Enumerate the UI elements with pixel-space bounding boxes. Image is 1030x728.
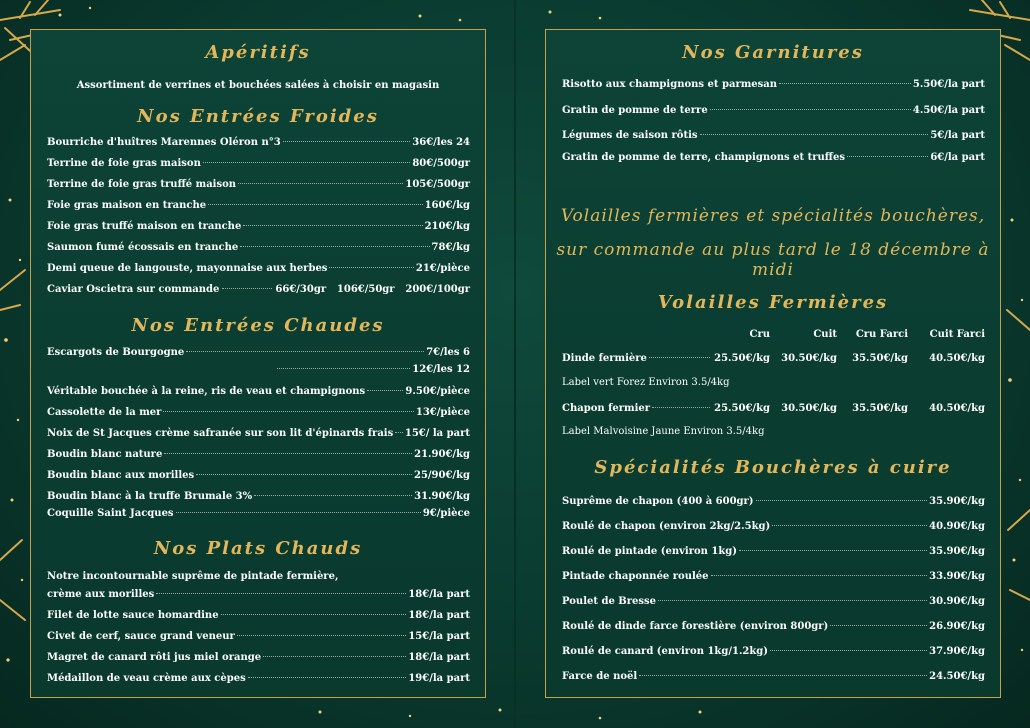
plats-chauds-heading: Nos Plats Chauds <box>153 538 363 559</box>
escargots-name: Escargots de Bourgogne <box>47 347 185 358</box>
menu-item-price: 15€/la part <box>408 631 470 642</box>
leader-dots <box>163 411 413 412</box>
escargots-price-6: 7€/les 6 <box>426 347 470 358</box>
leader-dots <box>329 267 413 268</box>
leader-dots <box>710 109 911 110</box>
menu-item-row <box>562 521 985 532</box>
menu-item-price: 26.90€/kg <box>929 621 985 632</box>
volailles-heading: Volailles Fermières <box>657 292 889 313</box>
menu-item-row <box>47 449 470 460</box>
col-cru: Cru <box>749 329 770 340</box>
menu-item-row <box>47 242 470 253</box>
pintade-price: 18€/la part <box>408 589 470 600</box>
menu-item-price: 80€/500gr <box>412 158 470 169</box>
menu-item-price: 31.90€/kg <box>414 491 470 502</box>
menu-item-price: 30.90€/kg <box>929 596 985 607</box>
menu-item-name: Magret de canard rôti jus miel orange <box>47 652 262 663</box>
leader-dots <box>176 512 421 513</box>
right-menu-panel <box>545 29 1001 698</box>
menu-item-price: 160€/kg <box>424 200 470 211</box>
menu-item-name: Foie gras truffé maison en tranche <box>47 221 242 232</box>
menu-item-price: 24.50€/kg <box>929 671 985 682</box>
menu-item-name: Saumon fumé écossais en tranche <box>47 242 239 253</box>
leader-dots <box>237 635 407 636</box>
menu-item-row <box>47 428 470 439</box>
leader-dots <box>770 650 927 651</box>
menu-item-row <box>47 470 470 481</box>
menu-item-name: Boudin blanc aux morilles <box>47 470 195 481</box>
leader-dots <box>164 453 412 454</box>
leader-dots <box>395 432 403 433</box>
menu-item-price: 9€/pièce <box>422 508 470 519</box>
leader-dots <box>240 246 429 247</box>
leader-dots <box>238 183 403 184</box>
menu-item-name: Terrine de foie gras maison <box>47 158 201 169</box>
menu-item-price: 9.50€/pièce <box>405 386 470 397</box>
menu-item-row <box>47 158 470 169</box>
menu-item-name: Roulé de chapon (environ 2kg/2.5kg) <box>562 521 771 532</box>
menu-item-price: 5.50€/la part <box>912 79 985 90</box>
leader-dots <box>196 474 412 475</box>
menu-item-row <box>562 646 985 657</box>
escargots-row <box>47 347 470 358</box>
leader-dots <box>700 134 929 135</box>
chapon-name: Chapon fermier <box>562 403 651 414</box>
menu-item-price: 25/90€/kg <box>413 470 470 481</box>
dinde-price-cuit-farci: 40.50€/kg <box>929 353 985 364</box>
dinde-price-cru-farci: 35.50€/kg <box>852 353 908 364</box>
menu-item-price: 35.90€/kg <box>929 546 985 557</box>
leader-dots <box>263 656 406 657</box>
menu-item-price: 19€/la part <box>408 673 470 684</box>
escargots-price-12: 12€/les 12 <box>412 364 470 375</box>
menu-item-row <box>562 571 985 582</box>
leader-dots <box>847 156 928 157</box>
leader-dots <box>639 675 927 676</box>
dinde-price-cuit: 30.50€/kg <box>781 353 837 364</box>
entrees-chaudes-heading: Nos Entrées Chaudes <box>131 315 385 336</box>
menu-item-row <box>47 137 470 148</box>
menu-item-name: Demi queue de langouste, mayonnaise aux herbes <box>47 263 328 274</box>
menu-item-row <box>562 621 985 632</box>
menu-item-row <box>562 671 985 682</box>
menu-item-row <box>47 610 470 621</box>
menu-item-name: Terrine de foie gras truffé maison <box>47 179 237 190</box>
sparkle-lights-left <box>0 180 30 720</box>
menu-item-name: Roulé de canard (environ 1kg/1.2kg) <box>562 646 769 657</box>
sparkle-lights-right <box>1002 180 1030 720</box>
menu-item-row <box>562 596 985 607</box>
menu-item-price: 40.90€/kg <box>929 521 985 532</box>
menu-item-price: 37.90€/kg <box>929 646 985 657</box>
leader-dots <box>208 204 422 205</box>
leader-dots <box>367 390 403 391</box>
leader-dots <box>649 357 710 358</box>
leader-dots <box>779 83 911 84</box>
menu-item-price: 18€/la part <box>408 610 470 621</box>
menu-item-price: 6€/la part <box>930 152 985 163</box>
left-menu-panel <box>30 29 486 698</box>
menu-item-name: Roulé de dinde farce forestière (environ 800gr) <box>562 621 829 632</box>
menu-item-price: 5€/la part <box>930 130 985 141</box>
menu-item-row <box>562 79 985 90</box>
leader-dots <box>254 495 412 496</box>
leader-dots <box>186 351 424 352</box>
menu-item-price: 36€/les 24 <box>412 137 470 148</box>
leader-dots <box>283 141 411 142</box>
menu-item-name: Coquille Saint Jacques <box>47 508 174 519</box>
menu-item-price: 21€/pièce <box>415 263 470 274</box>
caviar-name: Caviar Oscietra sur commande <box>47 284 220 295</box>
menu-item-name: Filet de lotte sauce homardine <box>47 610 219 621</box>
menu-item-row <box>562 105 985 116</box>
menu-item-price: 13€/pièce <box>415 407 470 418</box>
aperitifs-description: Assortiment de verrines et bouchées salées à choisir en magasin <box>76 80 440 91</box>
leader-dots <box>711 575 928 576</box>
menu-item-name: Véritable bouchée à la reine, ris de veau et champignons <box>47 386 366 397</box>
menu-item-row <box>47 200 470 211</box>
menu-item-name: Poulet de Bresse <box>562 596 656 607</box>
dinde-row <box>562 353 712 364</box>
col-cru-farci: Cru Farci <box>855 329 908 340</box>
leader-dots <box>658 600 927 601</box>
menu-item-name: Bourriche d'huîtres Marennes Oléron n°3 <box>47 137 281 148</box>
menu-item-name: Boudin blanc nature <box>47 449 163 460</box>
menu-item-name: Pintade chaponnée roulée <box>562 571 709 582</box>
col-cuit: Cuit <box>813 329 837 340</box>
menu-item-price: 78€/kg <box>431 242 470 253</box>
menu-item-name: Noix de St Jacques crème safranée sur son lit d'épinards frais <box>47 428 394 439</box>
order-notice-line-1: Volailles fermières et spécialités bouchères, <box>560 206 986 226</box>
menu-item-price: 18€/la part <box>408 652 470 663</box>
col-cuit-farci: Cuit Farci <box>929 329 985 340</box>
escargots-row-2 <box>47 364 470 375</box>
pintade-line-1: Notre incontournable suprême de pintade fermière, <box>47 571 339 582</box>
leader-dots <box>203 162 410 163</box>
leader-dots <box>222 288 272 289</box>
menu-item-name: Légumes de saison rôtis <box>562 130 698 141</box>
menu-item-price: 15€/ la part <box>404 428 470 439</box>
menu-item-row <box>47 508 470 519</box>
leader-dots <box>772 525 927 526</box>
leader-dots <box>243 225 422 226</box>
menu-item-row <box>562 496 985 507</box>
chapon-price-cru: 25.50€/kg <box>714 403 770 414</box>
chapon-label: Label Malvoisine Jaune Environ 3.5/4kg <box>562 426 765 437</box>
caviar-price-100: 200€/100gr <box>405 284 470 295</box>
specialites-heading: Spécialités Bouchères à cuire <box>594 457 952 478</box>
menu-item-price: 210€/kg <box>424 221 470 232</box>
chapon-price-cuit-farci: 40.50€/kg <box>929 403 985 414</box>
menu-item-row <box>47 652 470 663</box>
leader-dots <box>156 593 406 594</box>
menu-item-row <box>562 130 985 141</box>
dinde-name: Dinde fermière <box>562 353 647 364</box>
menu-item-row <box>47 631 470 642</box>
menu-item-name: Gratin de pomme de terre <box>562 105 708 116</box>
menu-item-name: Cassolette de la mer <box>47 407 162 418</box>
chapon-row <box>562 403 712 414</box>
menu-item-row <box>562 546 985 557</box>
menu-item-name: Roulé de pintade (environ 1kg) <box>562 546 737 557</box>
caviar-price-30: 66€/30gr <box>275 284 327 295</box>
leader-dots <box>756 500 928 501</box>
chapon-price-cru-farci: 35.50€/kg <box>852 403 908 414</box>
caviar-row <box>47 284 470 295</box>
menu-item-row <box>47 263 470 274</box>
menu-item-name: Suprême de chapon (400 à 600gr) <box>562 496 754 507</box>
chapon-price-cuit: 30.50€/kg <box>781 403 837 414</box>
menu-item-row <box>47 491 470 502</box>
leader-dots <box>248 677 407 678</box>
order-notice-line-2: sur commande au plus tard le 18 décembre à midi <box>556 240 990 280</box>
pintade-line-2: crème aux morilles <box>47 589 155 600</box>
pintade-row <box>47 589 470 600</box>
menu-item-price: 35.90€/kg <box>929 496 985 507</box>
menu-item-price: 105€/500gr <box>405 179 470 190</box>
garnitures-heading: Nos Garnitures <box>682 42 864 63</box>
menu-item-row <box>47 179 470 190</box>
menu-item-row <box>47 221 470 232</box>
menu-item-name: Boudin blanc à la truffe Brumale 3% <box>47 491 253 502</box>
menu-item-name: Risotto aux champignons et parmesan <box>562 79 778 90</box>
dinde-price-cru: 25.50€/kg <box>714 353 770 364</box>
menu-item-row <box>562 152 985 163</box>
aperitifs-heading: Apéritifs <box>205 42 311 63</box>
leader-dots <box>739 550 927 551</box>
leader-dots <box>221 614 407 615</box>
leader-dots <box>277 368 410 369</box>
menu-item-name: Médaillon de veau crème aux cèpes <box>47 673 246 684</box>
page-spine <box>514 0 516 728</box>
menu-item-row <box>47 407 470 418</box>
leader-dots <box>652 407 710 408</box>
dinde-label: Label vert Forez Environ 3.5/4kg <box>562 377 730 388</box>
menu-item-price: 21.90€/kg <box>414 449 470 460</box>
menu-item-name: Gratin de pomme de terre, champignons et truffes <box>562 152 845 163</box>
menu-item-price: 33.90€/kg <box>929 571 985 582</box>
leader-dots <box>830 625 927 626</box>
menu-item-name: Foie gras maison en tranche <box>47 200 207 211</box>
entrees-froides-heading: Nos Entrées Froides <box>137 106 379 127</box>
menu-item-price: 4.50€/la part <box>912 105 985 116</box>
caviar-price-50: 106€/50gr <box>336 284 395 295</box>
menu-item-name: Civet de cerf, sauce grand veneur <box>47 631 235 642</box>
menu-item-row <box>47 673 470 684</box>
menu-item-name: Farce de noël <box>562 671 638 682</box>
menu-item-row <box>47 386 470 397</box>
